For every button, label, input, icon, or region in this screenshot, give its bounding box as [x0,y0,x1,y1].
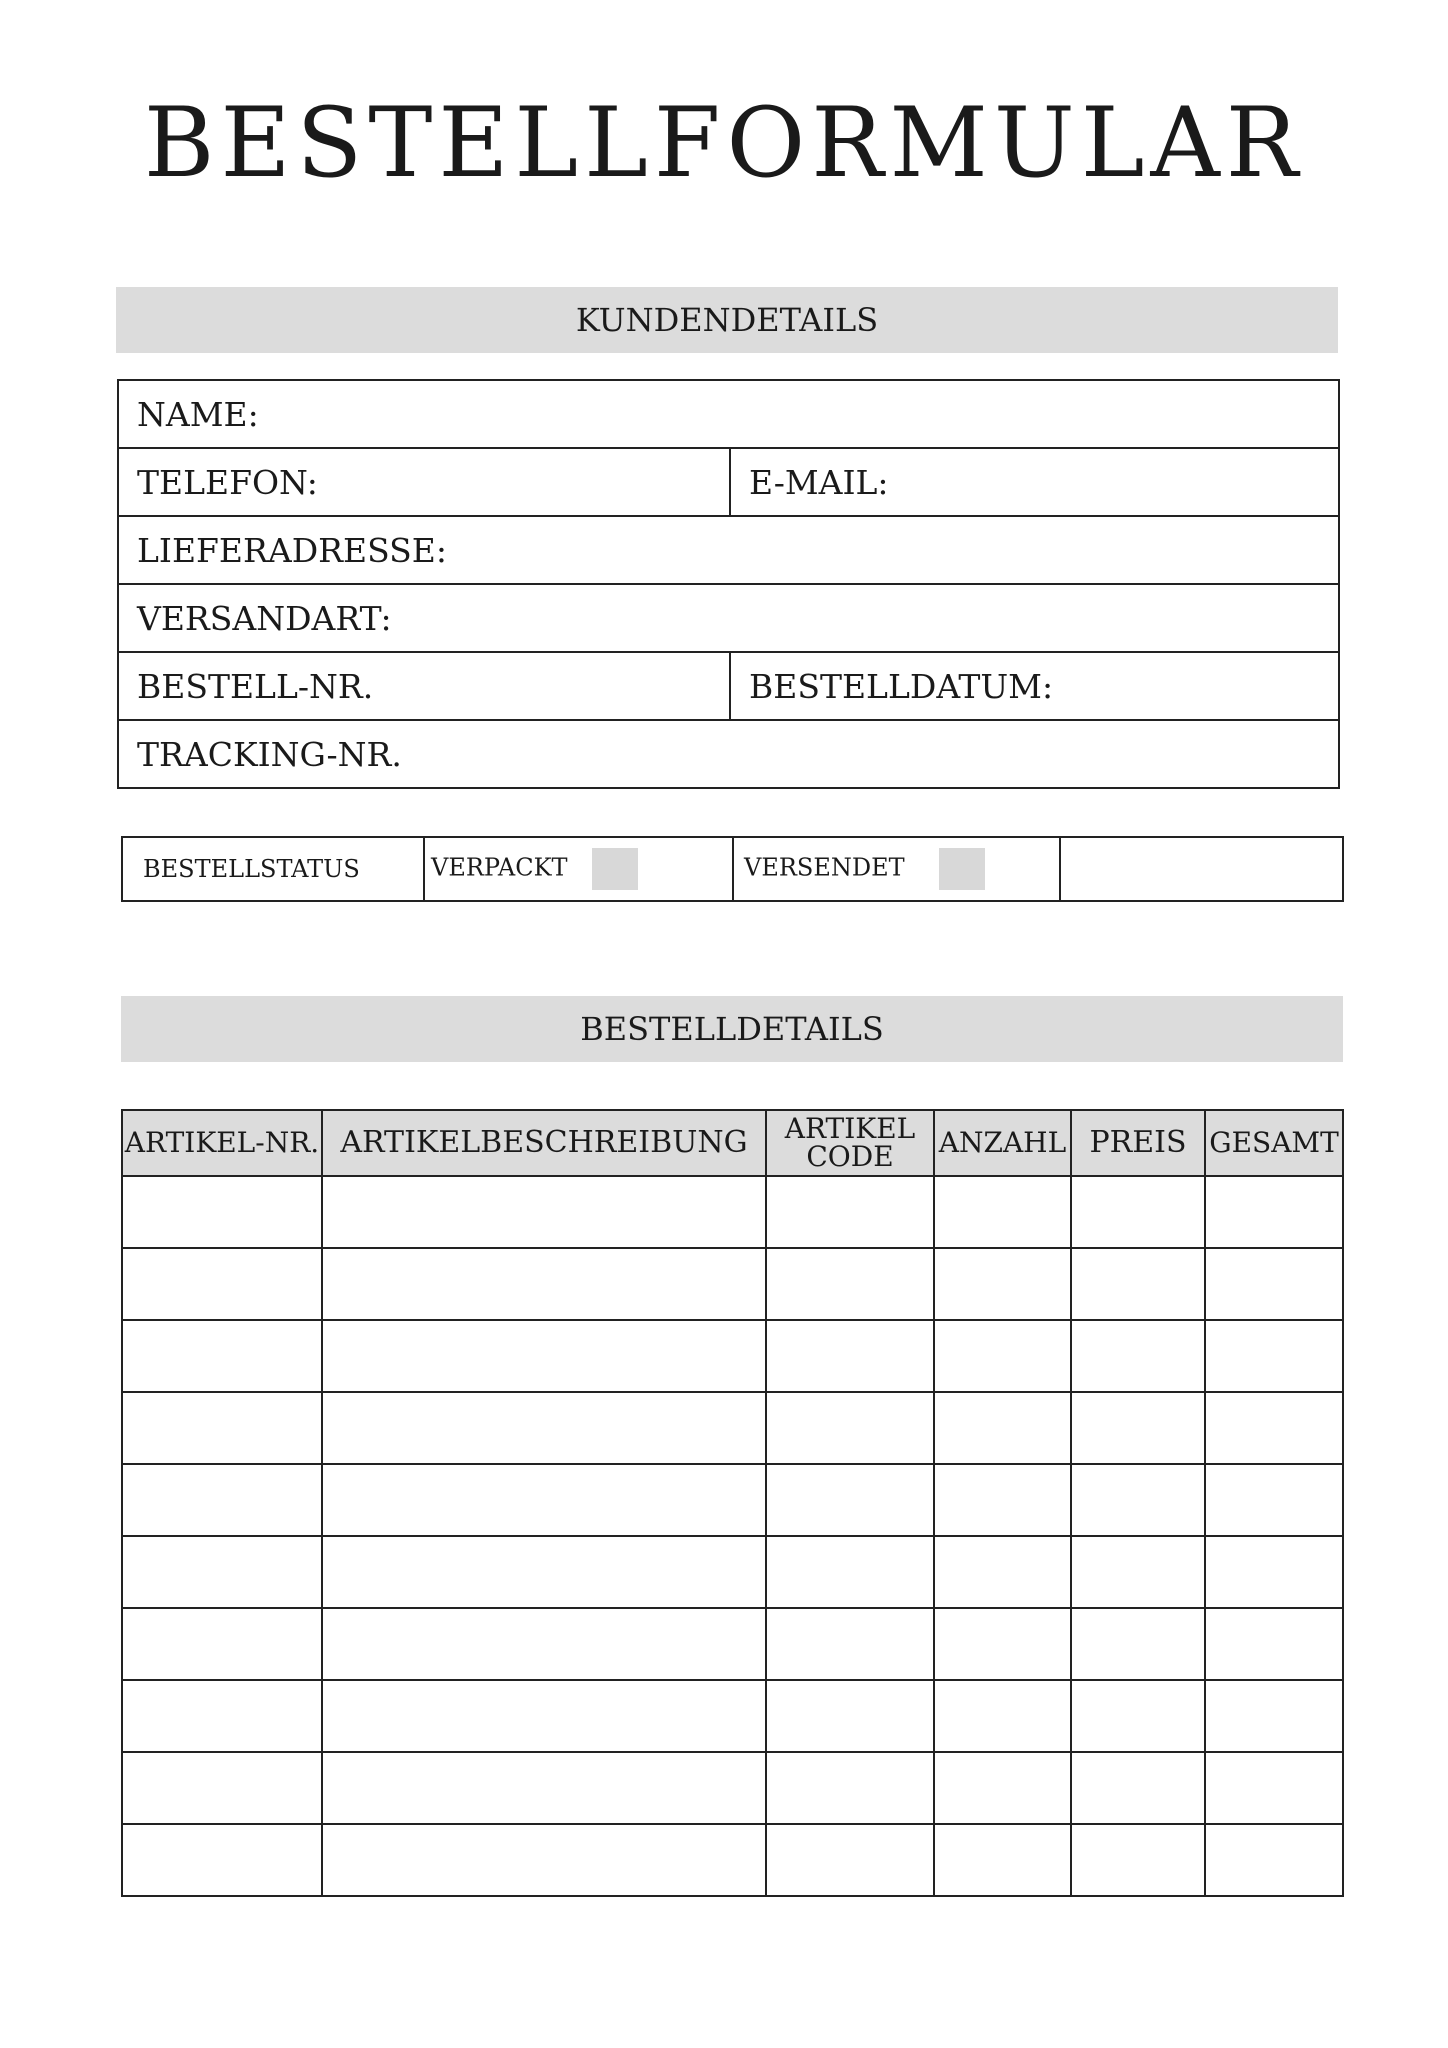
article-no-cell[interactable] [122,1752,322,1824]
table-row [122,1464,1343,1536]
price-cell[interactable] [1071,1392,1205,1464]
article-code-cell[interactable] [766,1752,934,1824]
column-header-article-no: ARTIKEL-NR. [122,1110,322,1176]
shipping-method-label: VERSANDART: [137,598,392,638]
order-items-table [121,1109,1344,1897]
table-row [122,1824,1343,1896]
article-no-cell[interactable] [122,1536,322,1608]
order-date-label: BESTELLDATUM: [749,666,1054,706]
quantity-cell[interactable] [934,1464,1071,1536]
order-status-label: BESTELLSTATUS [143,855,360,883]
description-cell[interactable] [322,1176,766,1248]
description-cell[interactable] [322,1320,766,1392]
article-no-cell[interactable] [122,1464,322,1536]
column-header-quantity: ANZAHL [934,1110,1071,1176]
article-code-cell[interactable] [766,1536,934,1608]
description-cell[interactable] [322,1536,766,1608]
price-cell[interactable] [1071,1176,1205,1248]
table-row [122,1536,1343,1608]
order-items-body [122,1176,1343,1896]
table-row [122,1248,1343,1320]
table-row [122,1608,1343,1680]
description-cell[interactable] [322,1608,766,1680]
price-cell[interactable] [1071,1464,1205,1536]
name-field[interactable] [118,380,1339,448]
phone-label: TELEFON: [137,462,318,502]
status-extra-field[interactable] [1060,837,1343,901]
shipping-method-field[interactable] [118,584,1339,652]
name-label: NAME: [137,394,259,434]
quantity-cell[interactable] [934,1248,1071,1320]
price-cell[interactable] [1071,1608,1205,1680]
column-header-code-line: CODE [806,1140,894,1173]
quantity-cell[interactable] [934,1680,1071,1752]
price-cell[interactable] [1071,1752,1205,1824]
column-header-article-code [766,1110,934,1176]
article-code-cell[interactable] [766,1320,934,1392]
total-cell[interactable] [1205,1752,1343,1824]
email-label: E-MAIL: [749,462,889,502]
article-code-cell[interactable] [766,1680,934,1752]
tracking-number-field[interactable] [118,720,1339,788]
order-number-label: BESTELL-NR. [137,666,374,706]
page-title: BESTELLFORMULAR [143,87,1305,199]
order-details-heading: BESTELLDETAILS [121,996,1343,1062]
article-code-cell[interactable] [766,1464,934,1536]
address-label: LIEFERADRESSE: [137,530,447,570]
tracking-number-label: TRACKING-NR. [137,734,402,774]
email-field[interactable] [730,448,1339,516]
table-row [122,1680,1343,1752]
column-header-description: ARTIKELBESCHREIBUNG [322,1110,766,1176]
description-cell[interactable] [322,1680,766,1752]
article-no-cell[interactable] [122,1392,322,1464]
quantity-cell[interactable] [934,1752,1071,1824]
quantity-cell[interactable] [934,1392,1071,1464]
phone-field[interactable] [118,448,730,516]
quantity-cell[interactable] [934,1320,1071,1392]
price-cell[interactable] [1071,1680,1205,1752]
description-cell[interactable] [322,1248,766,1320]
quantity-cell[interactable] [934,1536,1071,1608]
description-cell[interactable] [322,1824,766,1896]
total-cell[interactable] [1205,1680,1343,1752]
packed-checkbox[interactable] [592,848,638,890]
customer-details-heading: KUNDENDETAILS [116,287,1338,353]
quantity-cell[interactable] [934,1176,1071,1248]
article-code-cell[interactable] [766,1392,934,1464]
column-header-price: PREIS [1071,1110,1205,1176]
table-header-row [122,1110,1343,1176]
order-number-field[interactable] [118,652,730,720]
shipped-label: VERSENDET [744,853,905,882]
customer-details-table [117,379,1340,789]
packed-label: VERPACKT [431,853,568,882]
address-field[interactable] [118,516,1339,584]
description-cell[interactable] [322,1464,766,1536]
description-cell[interactable] [322,1392,766,1464]
total-cell[interactable] [1205,1824,1343,1896]
total-cell[interactable] [1205,1392,1343,1464]
shipped-cell [733,837,1060,901]
total-cell[interactable] [1205,1536,1343,1608]
article-no-cell[interactable] [122,1248,322,1320]
total-cell[interactable] [1205,1248,1343,1320]
price-cell[interactable] [1071,1248,1205,1320]
shipped-checkbox[interactable] [939,848,985,890]
column-header-total: GESAMT [1205,1110,1343,1176]
packed-cell [424,837,733,901]
column-header-article-line: ARTIKEL [784,1112,916,1145]
article-code-cell[interactable] [766,1248,934,1320]
article-code-cell[interactable] [766,1824,934,1896]
price-cell[interactable] [1071,1536,1205,1608]
order-status-table [121,836,1344,902]
article-no-cell[interactable] [122,1680,322,1752]
table-row [122,1752,1343,1824]
article-no-cell[interactable] [122,1320,322,1392]
price-cell[interactable] [1071,1824,1205,1896]
total-cell[interactable] [1205,1608,1343,1680]
total-cell[interactable] [1205,1176,1343,1248]
article-code-cell[interactable] [766,1176,934,1248]
quantity-cell[interactable] [934,1824,1071,1896]
total-cell[interactable] [1205,1464,1343,1536]
table-row [122,1392,1343,1464]
order-date-field[interactable] [730,652,1339,720]
article-no-cell[interactable] [122,1176,322,1248]
article-no-cell[interactable] [122,1608,322,1680]
description-cell[interactable] [322,1752,766,1824]
article-no-cell[interactable] [122,1824,322,1896]
quantity-cell[interactable] [934,1608,1071,1680]
table-row [122,1320,1343,1392]
total-cell[interactable] [1205,1320,1343,1392]
price-cell[interactable] [1071,1320,1205,1392]
article-code-cell[interactable] [766,1608,934,1680]
table-row [122,1176,1343,1248]
order-status-cell [122,837,424,901]
